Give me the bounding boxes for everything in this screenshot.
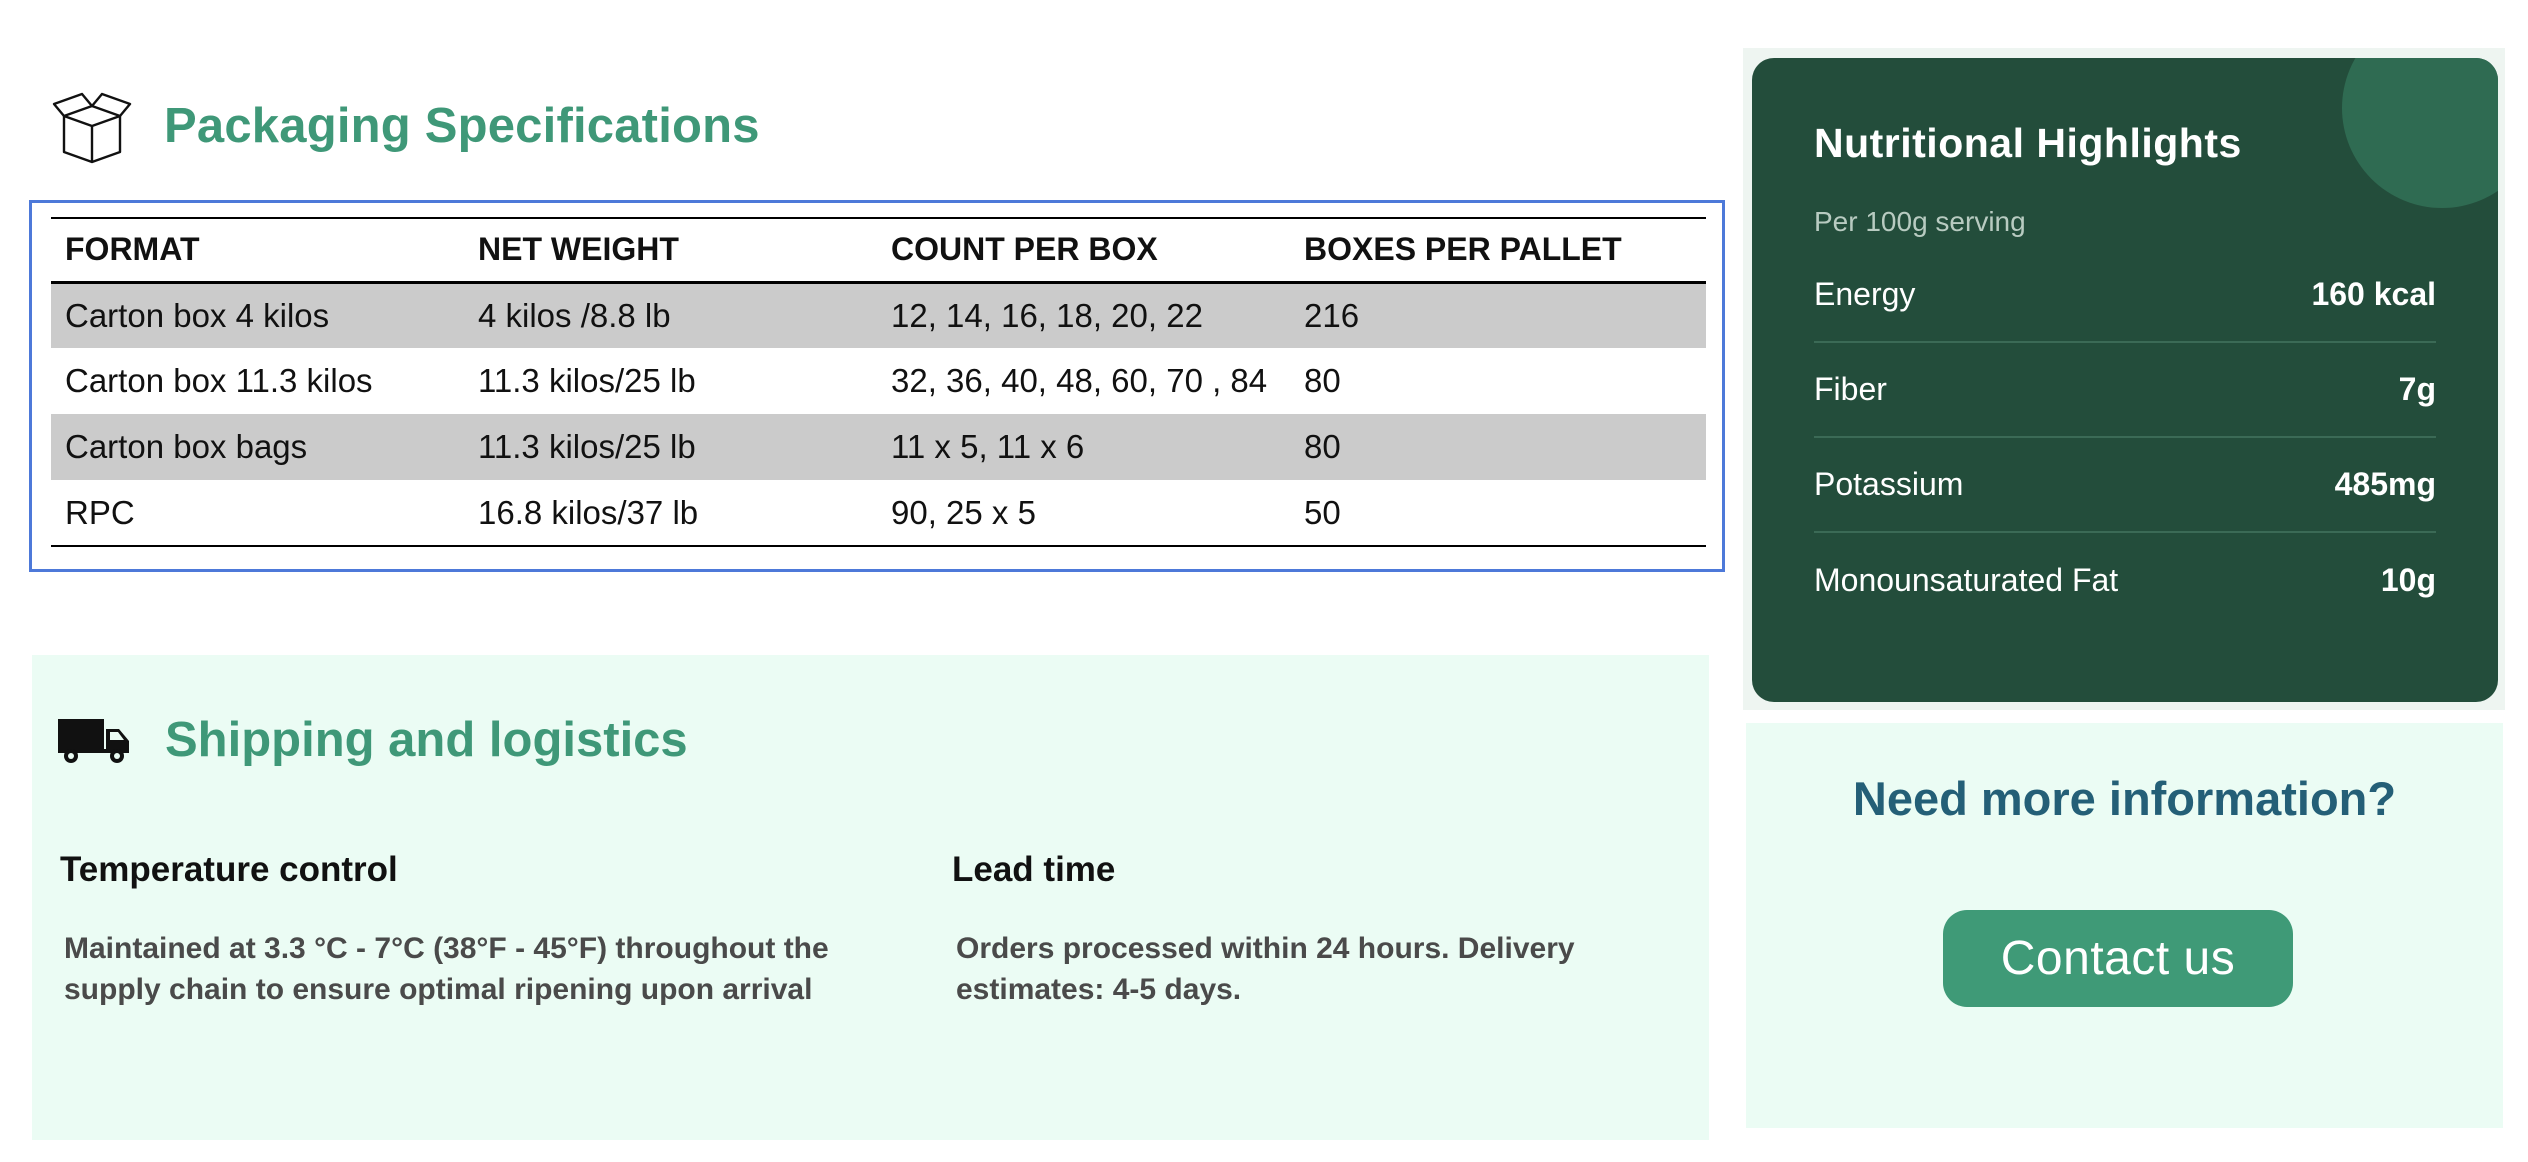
column-header-boxes-per-pallet: BOXES PER PALLET	[1304, 231, 1622, 268]
nutrition-label: Energy	[1814, 276, 1916, 312]
shipping-panel	[32, 655, 1709, 1140]
table-cell: 12, 14, 16, 18, 20, 22	[891, 296, 1203, 334]
packaging-table-selection[interactable]	[29, 200, 1725, 572]
nutrition-label: Fiber	[1814, 371, 1887, 407]
table-row	[51, 282, 1706, 348]
lead-time-text: Orders processed within 24 hours. Delivery estimates: 4-5 days.	[956, 932, 1575, 1006]
table-cell: 90, 25 x 5	[891, 493, 1036, 531]
table-row	[51, 414, 1706, 480]
table-cell: 11.3 kilos/25 lb	[478, 428, 696, 465]
packaging-table	[51, 217, 1706, 547]
table-cell: 11 x 5, 11 x 6	[891, 428, 1085, 465]
nutrition-label: Potassium	[1814, 466, 1964, 502]
column-header-net-weight: NET WEIGHT	[478, 231, 679, 268]
nutrition-row-monounsaturated-fat	[1814, 533, 2436, 628]
temperature-control-block	[60, 850, 840, 1010]
table-cell: 80	[1304, 362, 1341, 399]
nutrition-value: 160 kcal	[2311, 276, 2436, 312]
nutrition-title: Nutritional Highlights	[1814, 120, 2242, 166]
table-row	[51, 348, 1706, 414]
contact-question: Need more information?	[1852, 772, 2397, 825]
table-cell: 50	[1304, 493, 1341, 531]
lead-time-heading: Lead time	[952, 850, 1116, 889]
nutrition-label: Monounsaturated Fat	[1814, 562, 2119, 598]
table-cell: 80	[1304, 428, 1341, 465]
shipping-title: Shipping and logistics	[165, 713, 688, 767]
table-row	[51, 480, 1706, 546]
table-cell: 216	[1304, 296, 1360, 334]
temperature-control-text: Maintained at 3.3 °C - 7°C (38°F - 45°F) throughout the supply chain to ensure optimal ripening upon arrival	[64, 932, 829, 1006]
open-box-icon	[50, 86, 134, 166]
nutrition-list	[1814, 248, 2436, 628]
table-cell: Carton box 4 kilos	[65, 296, 330, 334]
contact-us-button[interactable]: Contact us	[1943, 910, 2293, 1007]
table-cell: 16.8 kilos/37 lb	[478, 493, 699, 531]
temperature-control-heading: Temperature control	[60, 850, 398, 889]
decorative-circle	[2342, 58, 2498, 208]
table-cell: 11.3 kilos/25 lb	[478, 362, 696, 399]
table-cell: 4 kilos /8.8 lb	[478, 296, 671, 334]
lead-time-block	[952, 850, 1672, 1010]
table-cell: RPC	[65, 493, 135, 531]
table-header-row	[51, 218, 1706, 282]
shipping-header	[57, 705, 688, 775]
nutrition-value: 485mg	[2334, 466, 2436, 502]
truck-icon	[57, 715, 131, 765]
nutrition-value: 7g	[2398, 371, 2436, 407]
table-cell: 32, 36, 40, 48, 60, 70 , 84	[891, 362, 1268, 399]
nutrition-value: 10g	[2380, 562, 2436, 598]
nutrition-row-potassium	[1814, 438, 2436, 533]
table-cell: Carton box bags	[65, 428, 308, 465]
packaging-title: Packaging Specifications	[164, 99, 760, 153]
table-cell: Carton box 11.3 kilos	[65, 362, 373, 399]
column-header-format: FORMAT	[65, 231, 200, 268]
column-header-count-per-box: COUNT PER BOX	[891, 231, 1158, 268]
nutrition-subtitle: Per 100g serving	[1814, 206, 2026, 237]
packaging-header	[50, 86, 760, 166]
nutrition-row-energy	[1814, 248, 2436, 343]
contact-panel	[1746, 723, 2503, 1128]
nutrition-wrapper	[1743, 48, 2505, 710]
nutrition-row-fiber	[1814, 343, 2436, 438]
nutrition-card	[1752, 58, 2498, 702]
